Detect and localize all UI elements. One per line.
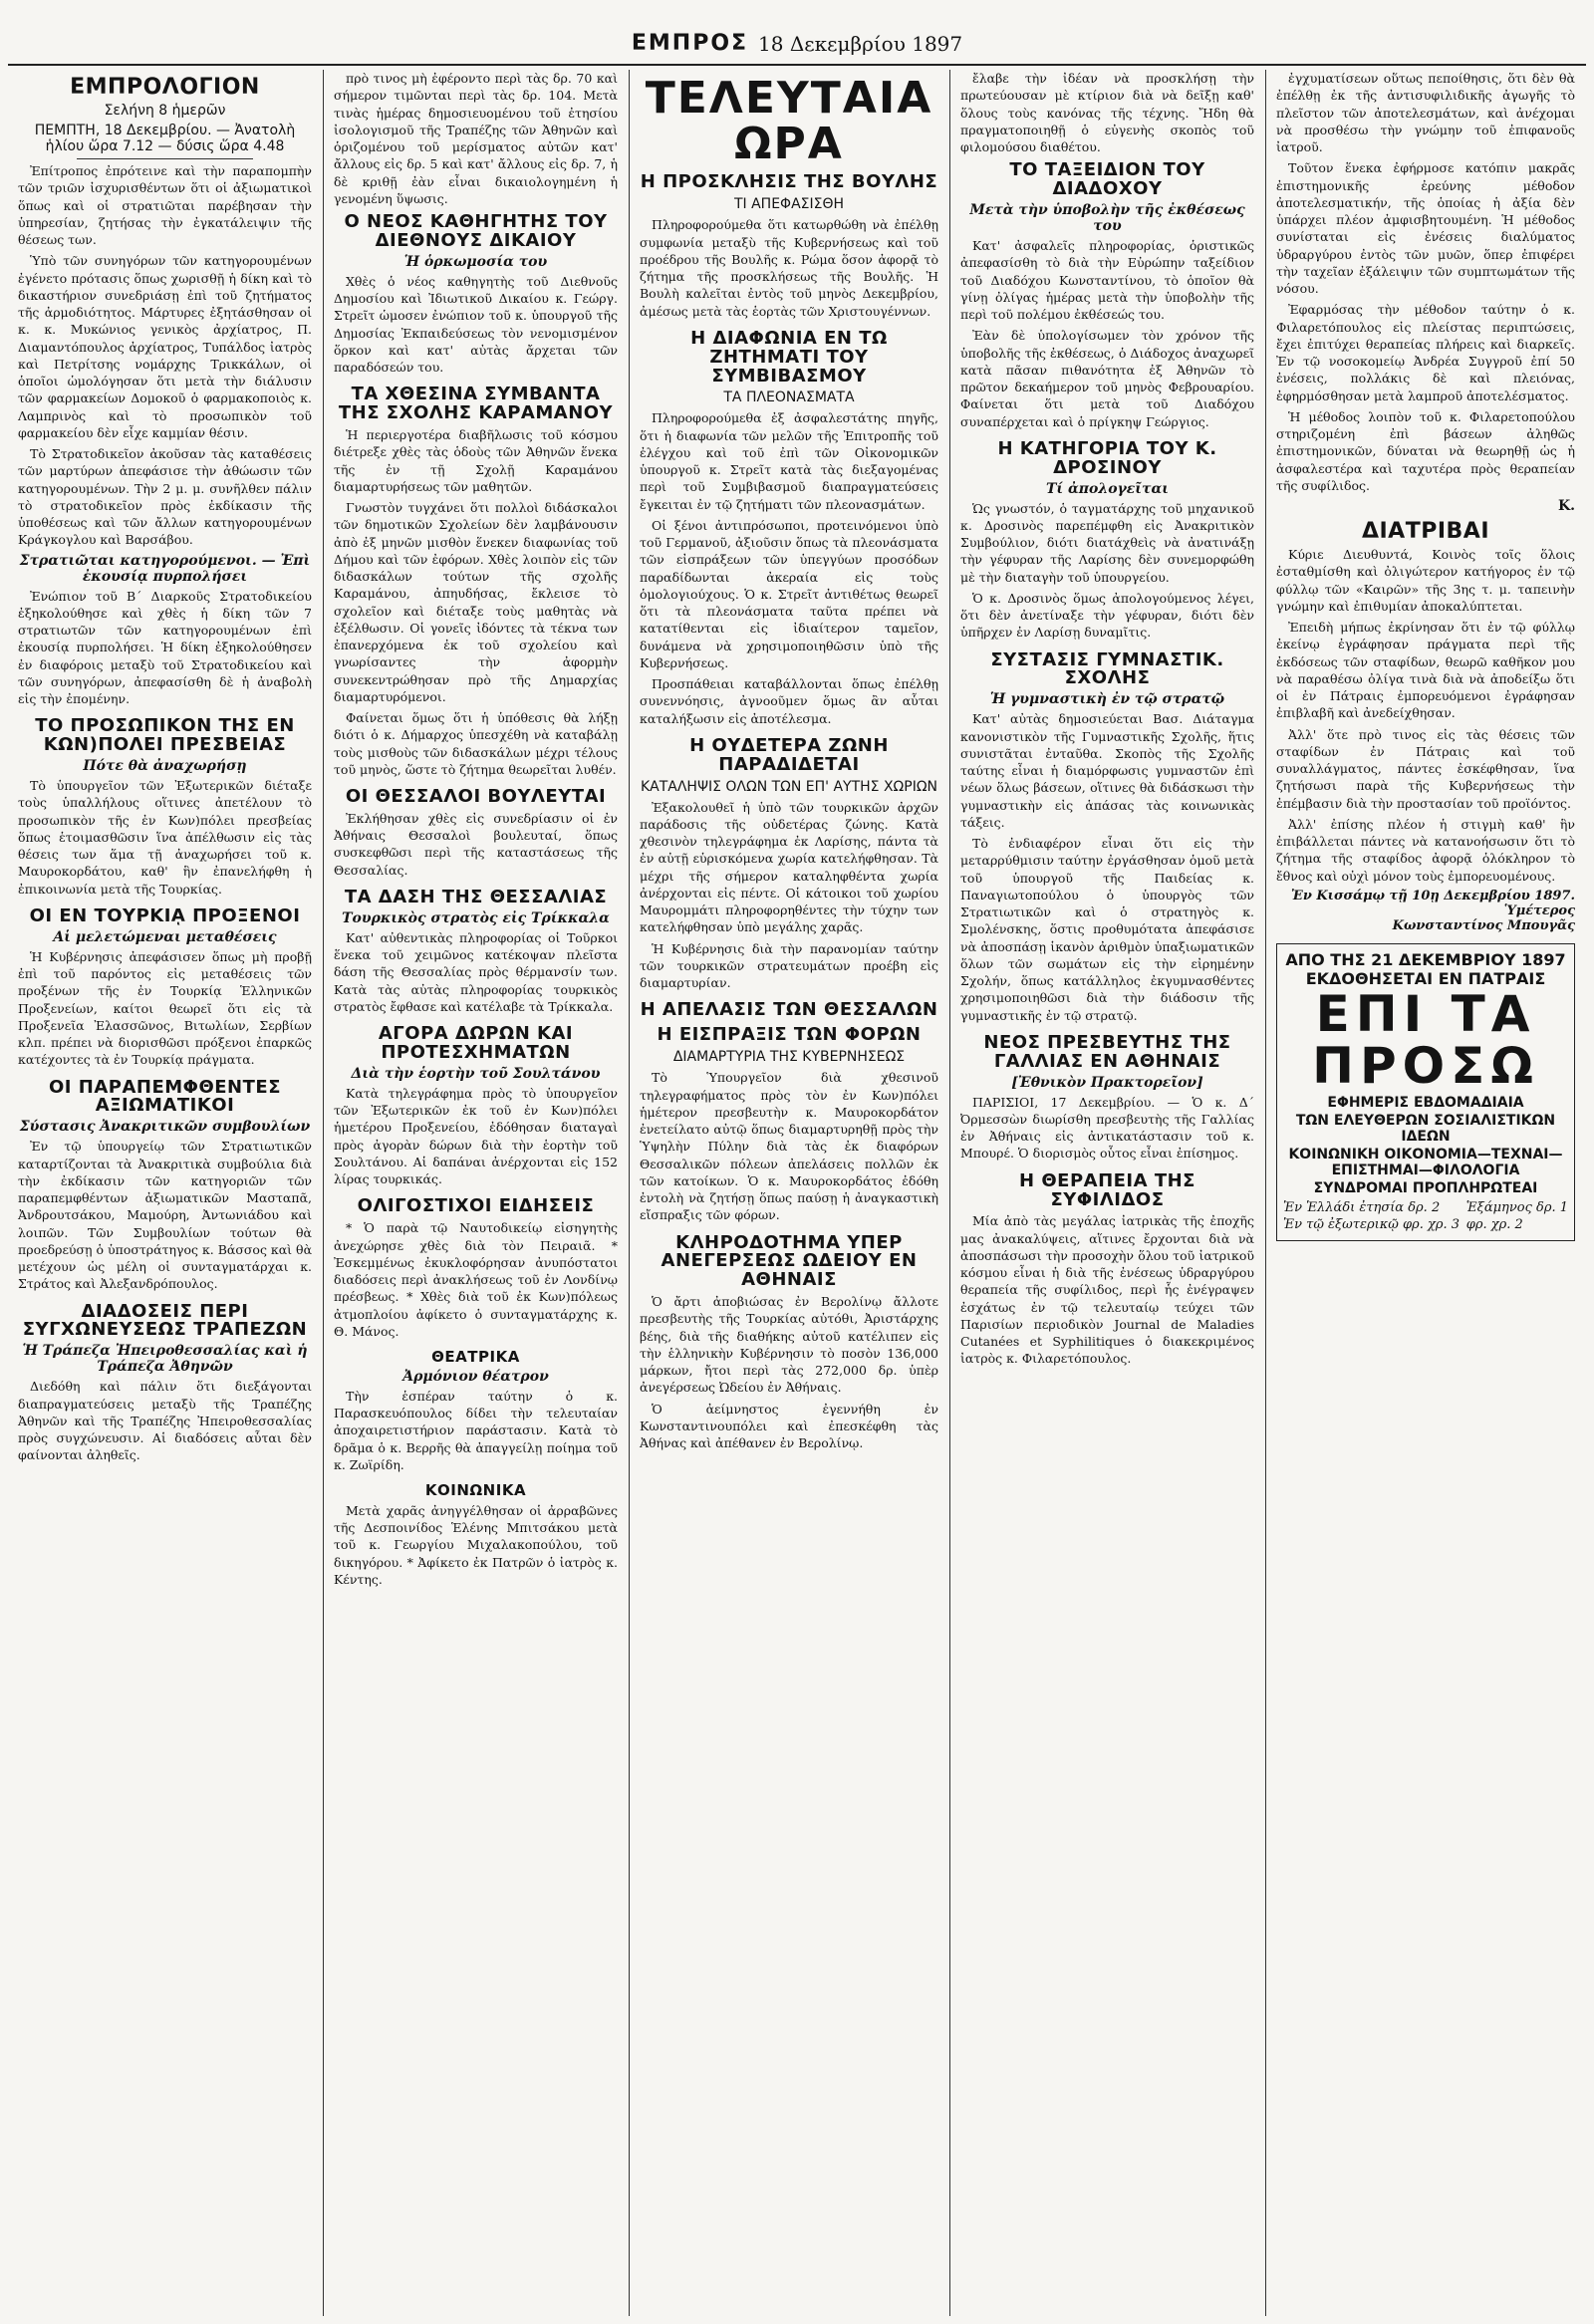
paragraph: Κατὰ τηλεγράφημα πρὸς τὸ ὑπουργεῖον τῶν Ἐξωτερικῶν ἐκ τοῦ ἐν Κων)πόλει ἡμετέρου Προξενείου, ἐδόθησαν διαταγαὶ πρὸς ἀγορὰν δώρων διὰ τὴν ἑορτὴν τοῦ Σουλτάνου. Αἱ δαπάναι ἀνέρχονται εἰς 152 λίρας τουρκικάς. — [334, 1085, 618, 1187]
letter-author: Κωνσταντίνος Μπουγᾶς — [1392, 917, 1575, 933]
article-crown-prince-trip — [960, 161, 1254, 430]
sun-times: ΠΕΜΠΤΗ, 18 Δεκεμβρίου. — Ἀνατολὴ ἡλίου ὥρα 7.12 — δύσις ὥρα 4.48 — [34, 123, 296, 155]
paragraph: Διεδόθη καὶ πάλιν ὅτι διεξάγονται διαπραγματεύσεις μεταξὺ τῆς Τραπέζης Ἀθηνῶν καὶ τῆς Τραπέζης Ἠπειροθεσσαλίας πρὸς συγχώνευσιν. Αἱ διαδόσεις αὗται δὲν φαίνονται ἀληθεῖς. — [18, 1379, 312, 1463]
ad-price-semester: Ἑξάμηνος δρ. 1 — [1465, 1199, 1568, 1215]
article-karamanou-school — [334, 386, 618, 778]
article-bequest — [640, 1231, 938, 1452]
article-theatre — [334, 1350, 618, 1473]
paragraph: πρὸ τινος μὴ ἐφέροντο περὶ τὰς δρ. 70 καὶ σήμερον τιμῶνται περὶ τὰς δρ. 104. Μετὰ τινὰς ἡμέρας δημοσιευομένου τοῦ ἐτησίου ἰσολογισμοῦ τῆς Τραπέζης τῶν Ἀθηνῶν καὶ ὁριζομένου τοῦ μερίσματος αὐτῶν κατ' ἄλλους εἰς δρ. 5 καὶ κατ' ἄλλους εἰς δρ. 7, ἡ δὲ κριθῇ ἐὰν εἶναι δικαιολογημένη ἡ γενομένη ὕψωσις. — [334, 71, 618, 206]
paragraph: ἐγχυματίσεων οὕτως πεποίθησις, ὅτι δὲν θὰ ἐπέλθῃ ἐκ τῆς ἀντισυφιλιδικῆς ἀγωγῆς τὸ πλεῖστον τῶν ἀποτελεσμάτων, καὶ ἀνέχομαι νὰ προσθέσω τὴν γνώμην τοῦ ἐπιφανοῦς ἰατροῦ. — [1276, 71, 1575, 154]
moon-phase: Σελήνη 8 ἡμερῶν — [104, 103, 226, 120]
article-gymnastics-school — [960, 648, 1254, 1024]
article-kicker: ΚΑΤΑΛΗΨΙΣ ΟΛΩΝ ΤΩΝ ΕΠ' ΑΥΤΗΣ ΧΩΡΙΩΝ — [640, 778, 938, 795]
article-subheading: Στρατιῶται κατηγορούμενοι. — Ἐπὶ ἐκουσίᾳ πυρπολήσει — [19, 552, 311, 585]
column-3 — [630, 70, 948, 2316]
article-disagreement — [640, 327, 938, 727]
article-headline: ΚΛΗΡΟΔΟΤΗΜΑ ΥΠΕΡ ΑΝΕΓΕΡΣΕΩΣ ΩΔΕΙΟΥ ΕΝ ΑΘΗΝΑΙΣ — [661, 1231, 918, 1291]
article-french-ambassador — [960, 1031, 1254, 1162]
paragraph: Προσπάθειαι καταβάλλονται ὅπως ἐπέλθῃ συνεννόησις, ἀγνοοῦμεν ὅμως ἂν αὗται καταλήξωσιν εἰς ἀποτέλεσμα. — [640, 676, 938, 726]
paragraph: Ὁ ἀείμνηστος ἐγεννήθη ἐν Κωνσταντινουπόλει καὶ ἐπεσκέφθη τὰς Ἀθήνας καὶ ἀπέθανεν ἐν Βερολίνῳ. — [640, 1401, 938, 1451]
article-society — [334, 1483, 618, 1588]
paragraph: Ἀλλ' ὅτε πρὸ τινος εἰς τὰς θέσεις τῶν σταφίδων ἐν Πάτραις καὶ τοῦ συναλλάγματος, πάντες ἐσκέφθησαν, ἵνα ζητήσωσι παρὰ τῆς Κυβερνήσεως τὴν ἐπέμβασιν διὰ τὴν προστασίαν τοῦ προϊόντος. — [1276, 726, 1575, 811]
article-headline: ΣΥΣΤΑΣΙΣ ΓΥΜΝΑΣΤΙΚ. ΣΧΟΛΗΣ — [990, 648, 1224, 689]
ad-prices — [1283, 1200, 1568, 1234]
column-4 — [950, 70, 1264, 2316]
paragraph: Ἐξακολουθεῖ ἡ ὑπὸ τῶν τουρκικῶν ἀρχῶν παράδοσις τῆς οὐδετέρας ζώνης. Κατὰ χθεσινὸν τηλεγράφημα ἐκ Λαρίσης, πάντα τὰ ἐν αὐτῇ εὑρισκόμενα χωρία κατελήφθησαν. Τὰ μέχρι τῆς σήμερον καταληφθέντα χωρία ἀνέρχονται εἰς πέντε. Οἱ κάτοικοι τοῦ χωρίου Μαυρομμάτι πληροφορηθέντες τὴν τύχην των κατελήφθησαν ὑπὸ μεγάλης χαρᾶς. — [640, 799, 938, 935]
article-signature: Κ. — [1557, 498, 1575, 514]
article-parliament — [640, 173, 938, 319]
column-1 — [8, 70, 322, 2316]
article-subheading: Διὰ τὴν ἑορτὴν τοῦ Σουλτάνου — [351, 1065, 601, 1082]
article-headline: ΟΛΙΓΟΣΤΙΧΟΙ ΕΙΔΗΣΕΙΣ — [357, 1195, 595, 1217]
article-headline: ΟΙ ΕΝ ΤΟΥΡΚΙᾼ ΠΡΟΞΕΝΟΙ — [29, 904, 301, 926]
paragraph: Ἐκλήθησαν χθὲς εἰς συνεδρίασιν οἱ ἐν Ἀθήναις Θεσσαλοὶ βουλευταί, ὅπως συσκεφθῶσι περὶ τῆς καταστάσεως τῆς Θεσσαλίας. — [334, 810, 618, 878]
article-kicker: ΔΙΑΜΑΡΤΥΡΙΑ ΤΗΣ ΚΥΒΕΡΝΗΣΕΩΣ — [672, 1049, 906, 1066]
article-headline: Η ΕΙΣΠΡΑΞΙΣ ΤΩΝ ΦΟΡΩΝ — [657, 1024, 922, 1046]
article-neutral-zone — [640, 734, 938, 992]
ad-start-date: ΑΠΟ ΤΗΣ 21 ΔΕΚΕΜΒΡΙΟΥ 1897 — [1285, 949, 1566, 969]
column-5 — [1266, 70, 1585, 2316]
paragraph: Ἐὰν δὲ ὑπολογίσωμεν τὸν χρόνον τῆς ὑποβολῆς τῆς ἐκθέσεως, ὁ Διάδοχος ἀναχωρεῖ κατὰ πᾶσαν πιθανότητα ἐξ Ἀθηνῶν τὸ πρῶτον δεκαήμερον τοῦ μηνὸς Φεβρουαρίου. Φαίνεται ὅτι μετὰ τοῦ Διαδόχου συναπέρχεται καὶ ὁ πρίγκηψ Γεώργιος. — [960, 328, 1254, 429]
article-subheading: Τί ἀπολογεῖται — [1045, 480, 1170, 497]
paragraph: Ὑπὸ τῶν συνηγόρων τῶν κατηγορουμένων ἐγένετο πρότασις ὅπως χωρισθῇ ἡ δίκη καὶ τὸ δικαστήριον συνεδριάσῃ ἐπὶ τοῦ ζητήματος τῆς ἀρμοδιότητος. Μάρτυρες ἐξητάσθησαν οἱ κ. κ. Μυκώνιος γενικὸς ἀρχίατρος, Π. Διαμαντόπουλος ἀρχίατρος, Τυπάλδος ἰατρὸς καὶ Πετρίτσης νομάρχης Τρικκάλων, οἱ ὁποῖοι ὡμολόγησαν ὅτι μετὰ τὴν διάλυσιν τῶν φαρμακείων Δομοκοῦ ὁ φαρμακοποιὸς κ. Λαμπρινὸς καὶ τὸ προσωπικὸν τοῦ φαρμακείου δὲν εἶχε καμμίαν θέσιν. — [18, 253, 312, 440]
article-subheading: Τουρκικὸς στρατὸς εἰς Τρίκκαλα — [342, 909, 610, 926]
article-headline: ΤΟ ΠΡΟΣΩΠΙΚΟΝ ΤΗΣ ΕΝ ΚΩΝ)ΠΟΛΕΙ ΠΡΕΣΒΕΙΑΣ — [35, 715, 295, 756]
article-subheading: Μετὰ τὴν ὑποβολὴν τῆς ἐκθέσεως του — [969, 202, 1245, 235]
ad-type: ΕΦΗΜΕΡΙΣ ΕΒΔΟΜΑΔΙΑΙΑ — [1327, 1094, 1524, 1111]
newspaper-name: ΕΜΠΡΟΣ — [631, 31, 749, 56]
paragraph: Κύριε Διευθυντά, Κοινὸς τοῖς ὅλοις ἐσταθμίσθη καὶ ὀλιγώτερον κατήγορος ἐν τῷ φύλλῳ τῶν «Καιρῶν» τῆς 3ης τ. μ. ταπεινὴν γνώμην καὶ ἐπιθυμίαν ἀποκαλύπτεται. — [1276, 547, 1575, 614]
ad-title: ΕΠΙ ΤΑ ΠΡΟΣΩ — [1312, 984, 1539, 1096]
article-kicker: ΤΑ ΠΛΕΟΝΑΣΜΑΤΑ — [723, 389, 855, 406]
article-consuls — [18, 904, 312, 1069]
ad-tagline: ΤΩΝ ΕΛΕΥΘΕΡΩΝ ΣΟΣΙΑΛΙΣΤΙΚΩΝ ΙΔΕΩΝ — [1295, 1112, 1556, 1145]
paragraph: ΠΑΡΙΣΙΟΙ, 17 Δεκεμβρίου. — Ὁ κ. Δ΄ Ὀρμεσσὼν διωρίσθη πρεσβευτὴς τῆς Γαλλίας ἐν Ἀθήναις εἰς ἀντικατάστασιν τοῦ κ. Μπουρέ. Ὁ διορισμὸς οὗτος εἶναι ἐπίσημος. — [960, 1094, 1254, 1162]
letter-date: Ἐν Κισσάμῳ τῇ 10ῃ Δεκεμβρίου 1897. — [1290, 888, 1575, 904]
paragraph: Τὸ ἐνδιαφέρον εἶναι ὅτι εἰς τὴν μεταρρύθμισιν ταύτην ἐργάσθησαν ὁμοῦ μετὰ τοῦ ὑπουργοῦ τῆς Παιδείας κ. Παναγιωτοπούλου ὁ ὑπουργὸς τῶν Στρατιωτικῶν καὶ ὁ στρατηγὸς κ. Σμολένσκης, ὅστις προθυμότατα ἀπεφάσισε νὰ ἀποσπάσῃ ἱκανὸν ἀριθμὸν ὑπαξιωματικῶν ὅλων τῶν σωμάτων εἰς τὴν εἰρημένην Σχολήν, ὅπως κατάλληλος ἐκγυμνασθέντες χρησιμοποιηθῶσι διὰ τὴν διάδοσιν τῆς γυμναστικῆς ἐν τῷ στρατῷ. — [960, 836, 1254, 1023]
ad-topics: ΚΟΙΝΩΝΙΚΗ ΟΙΚΟΝΟΜΙΑ—ΤΕΧΝΑΙ—ΕΠΙΣΤΗΜΑΙ—ΦΙΛΟΛΟΓΙΑ — [1288, 1146, 1563, 1178]
article-headline: ΔΙΑΔΟΣΕΙΣ ΠΕΡΙ ΣΥΓΧΩΝΕΥΣΕΩΣ ΤΡΑΠΕΖΩΝ — [22, 1300, 308, 1341]
article-headline: Η ΔΙΑΦΩΝΙΑ ΕΝ ΤΩ ΖΗΤΗΜΑΤΙ ΤΟΥ ΣΥΜΒΙΒΑΣΜΟΥ — [690, 327, 888, 387]
article-subheading: Ἡ Τράπεζα Ἠπειροθεσσαλίας καὶ ἡ Τράπεζα Ἀθηνῶν — [22, 1343, 308, 1376]
issue-date: 18 Δεκεμβρίου 1897 — [758, 32, 963, 56]
advertisement-epi-ta-proso — [1276, 943, 1575, 1241]
paragraph: Φαίνεται ὅμως ὅτι ἡ ὑπόθεσις θὰ λήξῃ διότι ὁ κ. Δήμαρχος ὑπεσχέθη νὰ καταβάλῃ τοὺς μισθοὺς τῶν διδασκάλων μέχρι τέλους τοῦ μηνὸς, ὥστε τὸ ζήτημα θεωρεῖται λυθέν. — [334, 710, 618, 777]
paragraph: * Ὁ παρὰ τῷ Ναυτοδικείῳ εἰσηγητὴς ἀνεχώρησε χθὲς διὰ τὸν Πειραιᾶ. * Ἐσκεμμένως ἐκυκλοφόρησαν ἀνυπόστατοι διαδόσεις περὶ ἀνακλήσεως τοῦ ἐν Λονδίνῳ πρέσβεως. * Χθὲς διὰ τοῦ ἐκ Κων)πόλεως ἀτμοπλοίου ἀφίκετο ὁ συνταγματάρχης κ. Θ. Μάνος. — [334, 1220, 618, 1339]
paragraph: Ὁ κ. Δροσινὸς ὅμως ἀπολογούμενος λέγει, ὅτι δὲν ἀνετίναξε τὴν γέφυραν, διότι δὲν ὑπῆρχεν ἐν Λαρίσῃ δυναμῖτις. — [960, 590, 1254, 641]
paragraph: Τὸ Ὑπουργεῖον διὰ χθεσινοῦ τηλεγραφήματος πρὸς τὸν ἐν Κων)πόλει ἡμέτερον πρεσβευτὴν κ. Μαυροκορδάτον ἐνετείλατο αὐτῷ ὅπως διαμαρτυρηθῇ πρὸς τὴν Ὑψηλὴν Πύλην διὰ τὰς ἐκ διαφόρων Θεσσαλικῶν πόλεων ἀπελάσεις πολλῶν ἐκ τῶν κατοίκων. Ὁ κ. Μαυροκορδάτος ἐδόθη ἐντολὴ νὰ ζητήσῃ ὅπως παύσῃ ἡ ἀναγκαστικὴ εἴσπραξις τῶν φόρων. — [640, 1070, 938, 1223]
article-forests — [334, 886, 618, 1015]
article-headline: ΝΕΟΣ ΠΡΕΣΒΕΥΤΗΣ ΤΗΣ ΓΑΛΛΙΑΣ ΕΝ ΑΘΗΝΑΙΣ — [983, 1031, 1231, 1072]
paragraph: Τὴν ἑσπέραν ταύτην ὁ κ. Παρασκευόπουλος δίδει τὴν τελευταίαν ἀποχαιρετιστήριον παράστασιν. Κατὰ τὸ δρᾶμα ὁ κ. Βερρῆς θὰ ἀπαγγείλῃ ποίημα τοῦ κ. Ζωϊρίδη. — [334, 1388, 618, 1472]
paragraph: Ἡ μέθοδος λοιπὸν τοῦ κ. Φιλαρετοπούλου στηριζομένη ἐπὶ βάσεων ἀληθῶς ἐπιστημονικῶν, δύναται νὰ θεωρηθῇ ὡς ἡ ἀσφαλεστέρα καὶ ταχυτέρα πρὸς θεραπείαν τῆς συφίλιδος. — [1276, 408, 1575, 493]
ad-publish-place: ΕΚΔΟΘΗΣΕΤΑΙ ΕΝ ΠΑΤΡΑΙΣ — [1305, 968, 1546, 988]
article-headline: ΤΑ ΔΑΣΗ ΤΗΣ ΘΕΣΣΑΛΙΑΣ — [344, 886, 608, 907]
article-subheading: Ἀρμόνιον θέατρον — [402, 1368, 549, 1385]
paragraph: Ἡ περιεργοτέρα διαβῆλωσις τοῦ κόσμου διέτρεξε χθὲς τὰς ὁδοὺς τῶν Ἀθηνῶν ἕνεκα τῆς ἐν τῇ Σχολῇ Καραμάνου διαμαρτυρήσεως τῶν μαθητῶν. — [334, 427, 618, 494]
column-2 — [324, 70, 628, 2316]
article-headline: ΤΟ ΤΑΞΕΙΔΙΟΝ ΤΟΥ ΔΙΑΔΟΧΟΥ — [1009, 159, 1205, 200]
article-headline: ΘΕΑΤΡΙΚΑ — [431, 1348, 520, 1367]
paragraph: Μία ἀπὸ τὰς μεγάλας ἰατρικὰς τῆς ἐποχῆς μας ἀνακαλύψεις, αἵτινες ἔρχονται διὰ νὰ ἀποσπάσωσι τὴν προσοχὴν ὅλου τοῦ ἰατρικοῦ κόσμου εἶναι ἡ διὰ τῆς ἐνέσεως ὑδραργύρου θεραπεία τῆς συφίλιδος, περὶ ἧς ἐνέγραψεν ἐσχάτως ἐν τῷ τελευταίῳ τεύχει τῶν Παρισίων περιοδικὸν Journal de Maladies Cutanées et Syphilitiques ὁ διακεκριμένος ἰατρὸς κ. Φιλαρετόπουλος. — [960, 1213, 1254, 1367]
article-kicker: ΤΙ ΑΠΕΦΑΣΙΣΘΗ — [733, 196, 845, 213]
paragraph: Τὸ Στρατοδικεῖον ἀκοῦσαν τὰς καταθέσεις τῶν μαρτύρων ἀπεφάσισε τὴν ἀθώωσιν τῶν κατηγορουμένων. Τὴν 2 μ. μ. συνῆλθεν πάλιν τὸ στρατοδικεῖον πρὸς ἐκδίκασιν τῆς ὑποθέσεως καὶ τῶν ἄλλων κατηγορουμένων Κράγκογλου καὶ Βαρσάβου. — [18, 446, 312, 548]
paragraph: Ἀλλ' ἐπίσης πλέον ἡ στιγμὴ καθ' ἣν ἐπιβάλλεται πάντες νὰ κατανοήσωσιν ὅτι τὸ ζήτημα τῆς σταφίδος ἀφορᾷ ὁλόκληρον τὸ ἔθνος καὶ οὐχὶ μόνον τοὺς ἐμπορευομένους. — [1276, 816, 1575, 884]
article-headline: ΟΙ ΠΑΡΑΠΕΜΦΘΕΝΤΕΣ ΑΞΙΩΜΑΤΙΚΟΙ — [49, 1076, 281, 1117]
article-subheading: Πότε θὰ ἀναχωρήσῃ — [83, 758, 247, 775]
paragraph: Ἐν τῷ ὑπουργείῳ τῶν Στρατιωτικῶν καταρτίζονται τὰ Ἀνακριτικὰ συμβούλια διὰ τὴν ἐκδίκασιν τῶν κατηγοριῶν τῶν παραπεμφθέντων ἀξιωματικῶν Μασταπᾶ, Ἀνδρουτσάκου, Μαμούρη, Ἀντωνιάδου καὶ λοιπῶν. Τῶν Συμβουλίων τούτων θὰ προεδρεύσῃ ὁ ὑποστράτηγος κ. Βάσσος καὶ θὰ μετέχουν ὡς μέλη οἱ συνταγματάρχαι κ. Στράτος καὶ Ἀλεξανδρόπουλος. — [18, 1139, 313, 1292]
paragraph: Ἐνώπιον τοῦ Β΄ Διαρκοῦς Στρατοδικείου ἐξηκολούθησε καὶ χθὲς ἡ δίκη τῶν 7 στρατιωτῶν τῶν κατηγορουμένων ἐπὶ ἐκουσίᾳ πυρπολήσει. Ἡ δίκη ἐξηκολούθησεν ἐν διαφόροις μεταξὺ τοῦ Στρατοδικείου καὶ τῶν συνηγόρων, ἀπεφασίσθη δὲ ἡ ἀναβολὴ εἰς τὴν ἐπομένην. — [18, 588, 312, 707]
article-brief-news — [334, 1197, 618, 1340]
paragraph: Οἱ ξένοι ἀντιπρόσωποι, προτεινόμενοι ὑπὸ τοῦ Γερμανοῦ, ἀξιοῦσιν ὅπως τὰ πλεονάσματα τῶν εἰσπράξεων τῶν ὑπεγγύων προσόδων παραδίδωνται ἀκεραία εἰς τοὺς ὁμολογιούχους. Ὁ κ. Στρεῖτ ἀντιθέτως θεωρεῖ ὅτι τὰ πλεονάσματα ταῦτα πρέπει νὰ κατατίθενται εἰς ἰδιαίτερον ταμεῖον, δυνάμενα νὰ χρησιμοποιηθῶσιν ὑπὸ τῆς Κυβερνήσεως. — [640, 517, 938, 670]
ad-price-domestic: Ἐν Ἑλλάδι ἐτησία δρ. 2 — [1283, 1199, 1441, 1215]
paragraph: Γνωστὸν τυγχάνει ὅτι πολλοὶ διδάσκαλοι τῶν δημοτικῶν Σχολείων δὲν λαμβάνουσιν ἀπὸ ἐξ μηνῶν μισθὸν ἕνεκεν διαφωνίας τοῦ Δήμου καὶ τῶν ἐφόρων. Χθὲς λοιπὸν εἰς τῶν διδασκάλων τούτων τῆς σχολῆς Καραμάνου, ἀπηυδήσας, ἔκλεισε τὸ σχολεῖον καὶ διέταξε τοὺς μαθητὰς νὰ ἐξέλθωσιν. Οἱ γονεῖς ἰδόντες τὰ τέκνα των ἐπανερχόμενα ἐκ τοῦ σχολείου καὶ γνωρίσαντες τὴν ἀφορμὴν συνεκεντρώθησαν πρὸ τῆς Δημαρχίας διαμαρτυρόμενοι. — [334, 500, 618, 704]
masthead — [0, 0, 1594, 62]
paragraph: Κατ' αὐθεντικὰς πληροφορίας οἱ Τοῦρκοι ἕνεκα τοῦ χειμῶνος κατέκοψαν πλεῖστα δάση τῆς Θεσσαλίας πρὸς θέρμανσίν των. Κατὰ τὰς αὐτὰς πληροφορίας τουρκικὸς στρατὸς ἔφθασε καὶ κατέλαβε τὰ Τρίκκαλα. — [334, 929, 618, 1014]
article-embassy-staff — [18, 717, 312, 898]
article-gifts — [334, 1025, 618, 1187]
paragraph: Χθὲς ὁ νέος καθηγητὴς τοῦ Διεθνοῦς Δημοσίου καὶ Ἰδιωτικοῦ Δικαίου κ. Γεώργ. Στρεῖτ ὡμοσεν ἐνώπιον τοῦ κ. ὑπουργοῦ τῆς Δημοσίας Ἐκπαιδεύσεως τὸν νενομισμένον ὅρκον καὶ κατ' αὐτὰς ἄρχεται τῶν παραδόσεών του. — [334, 273, 618, 376]
article-headline: Η ΟΥΔΕΤΕΡΑ ΖΩΝΗ ΠΑΡΑΔΙΔΕΤΑΙ — [689, 734, 889, 775]
article-headline: Η ΠΡΟΣΚΛΗΣΙΣ ΤΗΣ ΒΟΥΛΗΣ — [640, 171, 938, 193]
article-headline: ΑΓΟΡΑ ΔΩΡΩΝ ΚΑΙ ΠΡΟΤΕΣΧΗΜΑΤΩΝ — [378, 1023, 574, 1063]
article-subheading: Ἡ γυμναστικὴ ἐν τῷ στρατῷ — [989, 691, 1225, 708]
paragraph: Ὁ ἄρτι ἀποβιώσας ἐν Βερολίνῳ ἄλλοτε πρεσβευτὴς τῆς Τουρκίας αὐτόθι, Ἀριστάρχης βέης, διὰ τῆς διαθήκης αὐτοῦ κατέλιπεν εἰς τὴν ἑλληνικὴν Κυβέρνησιν τὸ ποσὸν 136,000 μάρκων, ἤτοι περὶ τὰς 272,000 δρ. ὑπὲρ ἀνεγέρσεως Ὠδείου ἐν Ἀθήναις. — [640, 1294, 938, 1396]
article-drosinos — [960, 437, 1254, 642]
article-subheading: [Ἐθνικὸν Πρακτορεῖον] — [1011, 1074, 1203, 1091]
paragraph: Πληροφορούμεθα ὅτι κατωρθώθη νὰ ἐπέλθῃ συμφωνία μεταξὺ τῆς Κυβερνήσεως καὶ τοῦ προέδρου τῆς Βουλῆς κ. Ρώμα ὅσον ἀφορᾷ τὸ ζήτημα τῆς προσκλήσεως τῆς Βουλῆς. Ἡ Βουλὴ καλεῖται ἐντὸς τοῦ μηνὸς Δεκεμβρίου, ἀμέσως μετὰ τὰς ἑορτὰς τῶν Χριστουγέννων. — [640, 217, 938, 319]
paragraph: Κατ' ἀσφαλεῖς πληροφορίας, ὁριστικῶς ἀπεφασίσθη τὸ διὰ τὴν Εὐρώπην ταξείδιον τοῦ Διαδόχου Κωνσταντίνου, τὸ ὁποῖον θὰ γίνῃ ὀλίγας ἡμέρας μετὰ τὴν ὑποβολὴν τῆς περὶ τοῦ πολέμου ἐκθέσεώς του. — [960, 238, 1254, 323]
section-heading: ΔΙΑΤΡΙΒΑΙ — [1361, 519, 1490, 544]
article-deportation — [640, 1001, 938, 1223]
article-letters — [1276, 520, 1575, 933]
section-heading: ΕΜΠΡΟΛΟΓΙΟΝ — [70, 75, 260, 100]
section-heading-last-hour: ΤΕΛΕΥΤΑΙΑ ΩΡΑ — [645, 73, 933, 170]
masthead-rule — [8, 64, 1586, 66]
paragraph: ἔλαβε τὴν ἰδέαν νὰ προσκλήσῃ τὴν πρωτεύουσαν μὲ κτίριον διὰ νὰ δεῖξῃ καθ' ὅλους τοὺς κανόνας τῆς τέχνης. Ἤδη θὰ πραγματοποιηθῇ ὁ εὐγενὴς σκοπὸς τοῦ φιλομούσου διαθέτου. — [960, 71, 1254, 154]
paragraph: Ἡ Κυβέρνησις διὰ τὴν παρανομίαν ταύτην τῶν τουρκικῶν στρατευμάτων προέβη εἰς διαμαρτυρίαν. — [640, 940, 938, 991]
paragraph: Τοῦτον ἕνεκα ἐφήρμοσε κατόπιν μακρᾶς ἐπιστημονικῆς ἐρεύνης μέθοδον ἀποτελεσματικήν, τῆς ὁποίας ἡ ἀξία δὲν ὑπάρχει πλέον ἀμφισβητουμένη. Ἡ μέθοδος συνίσταται εἰς ἐνέσεις διαλύματος ὑδραργύρου ἐντὸς τῶν μυῶν, ὅπερ ἐπιφέρει τὴν ταχεῖαν ἐξάλειψιν τῶν συμπτωμάτων τῆς νόσου. — [1276, 160, 1575, 296]
article-headline: Η ΘΕΡΑΠΕΙΑ ΤΗΣ ΣΥΦΙΛΙΔΟΣ — [1019, 1169, 1196, 1210]
ad-price-semester-abroad: φρ. χρ. 2 — [1465, 1216, 1523, 1232]
separator — [77, 158, 253, 159]
paragraph: Ἐφαρμόσας τὴν μέθοδον ταύτην ὁ κ. Φιλαρετόπουλος εἰς πλείστας περιπτώσεις, ἔχει ἐπιτύχει θεραπείας πλήρεις καὶ διαρκεῖς. Ἐν τῷ νοσοκομείῳ Ἀνδρέα Συγγροῦ ἐπί 50 ἐνέσεις, πολλάκις δὲ καὶ πλειόνας, ἐφηρμόσθησαν μετὰ λαμπροῦ ἀποτελέσματος. — [1276, 302, 1575, 403]
ad-price-abroad: Ἐν τῷ ἐξωτερικῷ φρ. χρ. 3 — [1283, 1216, 1461, 1232]
paragraph: Ἡ Κυβέρνησις ἀπεφάσισεν ὅπως μὴ προβῇ ἐπὶ τοῦ παρόντος εἰς μεταθέσεις τῶν προξένων τῆς ἐν Τουρκίᾳ Ἑλληνικῶν Προξενείων, καίτοι θεωρεῖ ὅτι εἰς τὰ Προξενεῖα Ἐλασσῶνος, Βιτωλίων, Σερβίων κλπ. πρέπει νὰ διορισθῶσι πρόξενοι ἐπαρκῶς κατέχοντες τὰ ἐν Τουρκίᾳ πράγματα. — [18, 948, 312, 1068]
paragraph: Τὸ ὑπουργεῖον τῶν Ἐξωτερικῶν διέταξε τοὺς ὑπαλλήλους οἵτινες ἀπετέλουν τὸ προσωπικὸν τῆς ἐν Κων)πόλει πρεσβείας ὅπως ἑτοιμασθῶσιν ἵνα ἀπέλθωσιν εἰς τὰς θέσεις των ἅμα τῇ ἀναχωρήσει τοῦ κ. Μαυροκορδάτου, καθ' ἣν ἐπανελήφθη ἡ ἐπικοινωνία μετὰ τῆς Τουρκίας. — [18, 778, 312, 897]
letter-closing: Ὑμέτερος — [1503, 903, 1575, 918]
article-officers — [18, 1076, 313, 1293]
paragraph: Ἐπίτροπος ἐπρότεινε καὶ τὴν παραπομπὴν τῶν τριῶν ἰσχυρισθέντων ὅτι οἱ ἀξιωματικοὶ ὅπως καὶ οἱ στρατιῶται παρέβησαν τὴν ὑπηρεσίαν, ζητήσας τὴν ἐγκατάλειψιν τῆς θέσεως των. — [18, 163, 312, 248]
article-headline: ΚΟΙΝΩΝΙΚΑ — [424, 1481, 527, 1500]
article-calendar — [18, 76, 312, 707]
article-syphilis-therapy — [960, 1169, 1254, 1368]
article-thessalian-mps — [334, 788, 618, 879]
article-subheading: Ἡ ὁρκωμοσία του — [403, 253, 548, 270]
article-banks — [18, 1300, 312, 1464]
article-professor — [334, 213, 618, 376]
article-headline: Ο ΝΕΟΣ ΚΑΘΗΓΗΤΗΣ ΤΟΥ ΔΙΕΘΝΟΥΣ ΔΙΚΑΙΟΥ — [344, 211, 608, 251]
paragraph: Μετὰ χαρᾶς ἀνηγγέλθησαν οἱ ἀρραβῶνες τῆς Δεσποινίδος Ἑλένης Μπιτσάκου μετὰ τοῦ κ. Γεωργίου Μιχαλακοπούλου, τοῦ δικηγόρου. * Ἀφίκετο ἐκ Πατρῶν ὁ ἰατρὸς κ. Κέντης. — [334, 1502, 618, 1587]
article-headline: ΤΑ ΧΘΕΣΙΝΑ ΣΥΜΒΑΝΤΑ ΤΗΣ ΣΧΟΛΗΣ ΚΑΡΑΜΑΝΟΥ — [338, 384, 614, 424]
article-headline: Η ΚΑΤΗΓΟΡΙΑ ΤΟΥ Κ. ΔΡΟΣΙΝΟΥ — [997, 437, 1217, 478]
article-headline: ΟΙ ΘΕΣΣΑΛΟΙ ΒΟΥΛΕΥΤΑΙ — [345, 786, 607, 808]
paragraph: Πληροφορούμεθα ἐξ ἀσφαλεστάτης πηγῆς, ὅτι ἡ διαφωνία τῶν μελῶν τῆς Ἐπιτροπῆς τοῦ ἐλέγχου καὶ τοῦ ἐπὶ τῶν Οἰκονομικῶν ὑπουργοῦ κ. Στρεῖτ κατὰ τὰς διεξαγομένας περὶ τοῦ Συμβιβασμοῦ διαπραγματεύσεις ἔγκειται ἐν τῷ ζητήματι τῶν πλεονασμάτων. — [640, 410, 938, 512]
paragraph: Ἐπειδὴ μήπως ἐκρίνησαν ὅτι ἐν τῷ φύλλῳ ἐκείνῳ ἐγράφησαν πράγματα περὶ τῆς ἐκδόσεως τῶν σταφίδων, θεωρῶ καθῆκον μου νὰ παραθέσω ὀλίγα τινὰ διὰ νὰ ἀποδείξω ὅτι οἱ ἐν Πάτραις ἐμπορευόμενοι ἐγράφησαν ἐπιβλαβῆ καὶ ἀνεδείχθησαν. — [1276, 620, 1575, 721]
article-subheading: Σύστασις Ἀνακριτικῶν συμβουλίων — [19, 1119, 311, 1136]
paragraph: Κατ' αὐτὰς δημοσιεύεται Βασ. Διάταγμα κανονιστικὸν τῆς Γυμναστικῆς Σχολῆς, ἥτις συνιστᾶται ἐνταῦθα. Σκοπὸς τῆς Σχολῆς ταύτης εἶναι ἡ διαμόρφωσις γυμναστῶν ἐπὶ νέων ὅλως βάσεων, οἵτινες θὰ διδάσκωσι τὴν γυμναστικὴν εἰς ἁπάσας τὰς κοινωνικὰς τάξεις. — [960, 711, 1254, 830]
article-subheading: Αἱ μελετώμεναι μεταθέσεις — [53, 928, 277, 945]
article-headline: Η ΑΠΕΛΑΣΙΣ ΤΩΝ ΘΕΣΣΑΛΩΝ — [640, 999, 938, 1021]
ad-subscription-heading: ΣΥΝΔΡΟΜΑΙ ΠΡΟΠΛΗΡΩΤΕΑΙ — [1313, 1179, 1538, 1196]
paragraph: Ὡς γνωστόν, ὁ ταγματάρχης τοῦ μηχανικοῦ κ. Δροσινὸς παρεπέμφθη εἰς Ἀνακριτικὸν Συμβούλιον, διότι διατάχθεὶς νὰ ἀνατινάξῃ τὴν γέφυραν τῆς Λαρίσης δὲν συνεμορφώθη μὲ τὴν διαταγὴν τοῦ ὑπουργείου. — [960, 500, 1254, 585]
